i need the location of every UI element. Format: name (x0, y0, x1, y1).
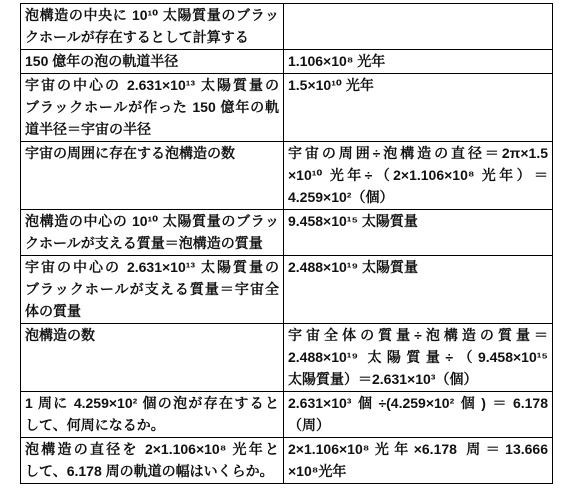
row-value-cell (284, 324, 553, 392)
table-row (21, 74, 553, 142)
cell-line: ブラックホールが支える質量＝宇宙全 (25, 281, 279, 297)
table-row (21, 256, 553, 324)
calculation-table (20, 3, 553, 484)
cell-line: 宇宙の周囲に存在する泡構造の数 (25, 145, 235, 161)
row-value-cell (284, 74, 553, 142)
row-label-cell (21, 324, 284, 392)
row-label-cell (21, 142, 284, 210)
cell-line: 4.259×10²（個） (288, 189, 394, 205)
cell-line: 1 周に 4.259×10² 個の泡が存在すると (25, 395, 279, 411)
row-value-cell (284, 210, 553, 256)
table-row (21, 4, 553, 50)
cell-line: 宇宙の中心の 2.631×10¹³ 太陽質量の (25, 77, 279, 93)
row-value-cell (284, 438, 553, 484)
cell-line: 2.488×10¹⁹ 太陽質量÷（9.458×10¹⁵ (288, 349, 548, 365)
row-value-cell (284, 142, 553, 210)
cell-line: 2.488×10¹⁹ 太陽質量 (288, 259, 418, 275)
cell-line: 宇宙の中心の 2.631×10¹³ 太陽質量の (25, 259, 279, 275)
cell-line: 1.106×10⁸ 光年 (288, 53, 386, 69)
row-label-cell (21, 210, 284, 256)
row-value-cell (284, 256, 553, 324)
row-value-cell (284, 392, 553, 438)
row-label-cell (21, 438, 284, 484)
cell-line: 2.631×10³個÷(4.259×10²個)＝6.178 (288, 395, 548, 411)
cell-line: 1.5×10¹⁰ 光年 (288, 77, 374, 93)
cell-line: 2×1.106×10⁸光年×6.178 周＝13.666 (288, 441, 548, 457)
cell-line: 太陽質量）＝2.631×10³（個） (288, 371, 478, 387)
cell-line: 宇宙の周囲÷泡構造の直径＝2π×1.5 (288, 145, 548, 161)
cell-line: 泡構造の直径を 2×1.106×10⁸ 光年と (25, 441, 279, 457)
cell-line: ×10⁸光年 (288, 463, 347, 479)
cell-line: ブラックホールが作った 150 億年の軌 (25, 99, 279, 115)
table-row (21, 50, 553, 74)
cell-line: して、何周になるか。 (25, 417, 165, 433)
cell-line: ×10¹⁰ 光年÷（2×1.106×10⁸ 光年）＝ (288, 167, 548, 183)
cell-line: 道半径＝宇宙の半径 (25, 121, 151, 137)
row-label-cell (21, 74, 284, 142)
table-row (21, 324, 553, 392)
cell-line: して、6.178 周の軌道の幅はいくらか。 (25, 463, 274, 479)
row-value-cell (284, 50, 553, 74)
row-label-cell (21, 392, 284, 438)
cell-line: 体の質量 (25, 303, 81, 319)
cell-line: （周） (288, 417, 330, 433)
cell-line: 泡構造の数 (25, 327, 95, 343)
row-value-cell (284, 4, 553, 50)
row-label-cell (21, 4, 284, 50)
cell-line: 150 億年の泡の軌道半径 (25, 53, 179, 69)
table-row (21, 142, 553, 210)
cell-line: クホールが存在するとして計算する (25, 29, 249, 45)
table-row (21, 210, 553, 256)
cell-line: 宇宙全体の質量÷泡構造の質量＝ (288, 327, 548, 343)
table-row (21, 438, 553, 484)
cell-line: 9.458×10¹⁵ 太陽質量 (288, 213, 418, 229)
row-label-cell (21, 256, 284, 324)
table-row (21, 392, 553, 438)
cell-line: クホールが支える質量＝泡構造の質量 (25, 235, 263, 251)
cell-line: 泡構造の中心の 10¹⁰ 太陽質量のブラッ (25, 213, 279, 229)
row-label-cell (21, 50, 284, 74)
cell-line: 泡構造の中央に 10¹⁰ 太陽質量のブラッ (25, 7, 279, 23)
